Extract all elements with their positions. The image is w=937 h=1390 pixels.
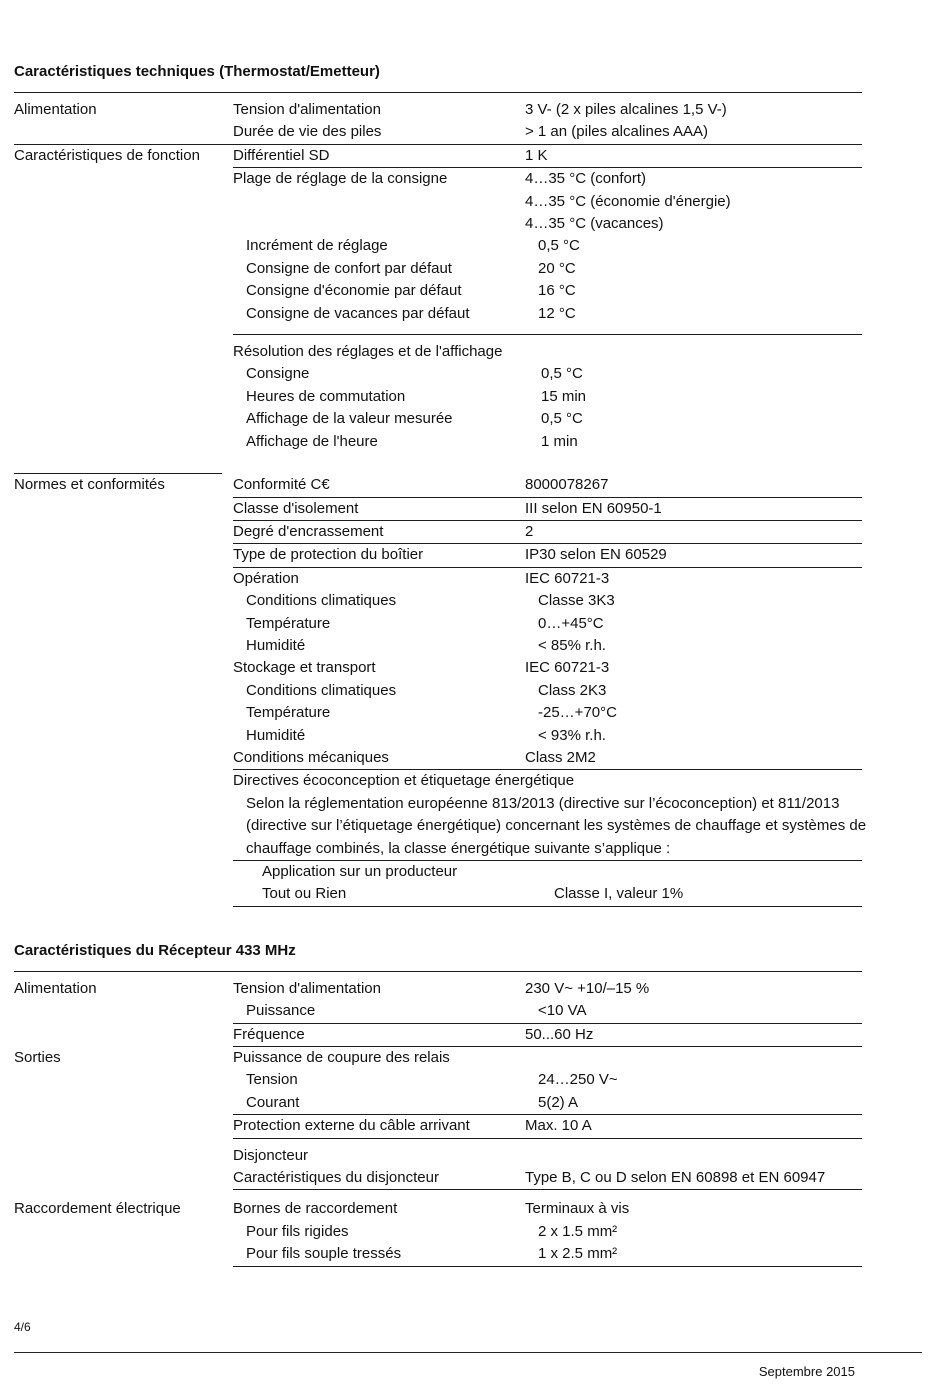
param-name: Consigne de vacances par défaut: [246, 304, 470, 322]
param-name: Bornes de raccordement: [233, 1200, 398, 1218]
spacer: [14, 1190, 862, 1198]
title-rule: [14, 92, 862, 93]
param-value: 1 K: [525, 146, 548, 164]
param-value: 24…250 V~: [538, 1071, 618, 1089]
param-name: Durée de vie des piles: [233, 123, 382, 141]
param-value: 0…+45°C: [538, 614, 604, 632]
param-name: Opération: [233, 569, 299, 587]
param-name: Affichage de la valeur mesurée: [246, 410, 453, 428]
spec-row: [14, 341, 862, 363]
param-name: Plage de réglage de la consigne: [233, 170, 448, 188]
spec-row: [14, 590, 862, 612]
section: [14, 62, 867, 907]
param-name: Tension d'alimentation: [233, 979, 381, 997]
param-name: Conditions climatiques: [246, 592, 397, 610]
spec-row: [14, 568, 862, 590]
title-rule: [14, 971, 862, 972]
param-value: 8000078267: [525, 476, 609, 494]
param-name: Fréquence: [233, 1025, 305, 1043]
param-name: Tension: [246, 1071, 298, 1089]
param-name: Type de protection du boîtier: [233, 546, 424, 564]
param-value: 4…35 °C (économie d'énergie): [525, 192, 731, 210]
param-value: 12 °C: [538, 304, 576, 322]
spec-row: [14, 725, 862, 747]
spec-row: [14, 793, 867, 860]
spec-row: [14, 498, 862, 520]
spec-row: [14, 883, 862, 905]
param-name: Tout ou Rien: [262, 885, 347, 903]
param-value: IEC 60721-3: [525, 659, 610, 677]
spec-row: [14, 408, 862, 430]
param-value: 20 °C: [538, 259, 576, 277]
spec-row: [14, 1145, 862, 1167]
section: [14, 941, 862, 1267]
spec-row: [14, 770, 862, 792]
param-value: Terminaux à vis: [525, 1200, 630, 1218]
spec-row: [14, 613, 862, 635]
param-value: > 1 an (piles alcalines AAA): [525, 123, 709, 141]
param-value: Classe 3K3: [538, 592, 615, 610]
param-value: < 85% r.h.: [538, 636, 606, 654]
spec-row: [14, 657, 862, 679]
spec-row: [14, 168, 862, 190]
param-name: Consigne d'économie par défaut: [246, 282, 462, 300]
param-name: Conformité C€: [233, 476, 330, 494]
spec-row: [14, 861, 862, 883]
spec-row: [14, 213, 862, 235]
param-name: Température: [246, 614, 331, 632]
spec-row: [14, 258, 862, 280]
row-section-label: Raccordement électrique: [14, 1200, 181, 1218]
param-name: Application sur un producteur: [262, 863, 458, 880]
param-value: III selon EN 60950-1: [525, 499, 662, 517]
table-rule: [233, 1266, 862, 1267]
param-value: Classe I, valeur 1%: [554, 885, 684, 903]
content: [14, 62, 867, 1267]
spec-row: [14, 145, 862, 167]
spec-row: [14, 303, 862, 325]
param-value: 2 x 1.5 mm²: [538, 1222, 618, 1240]
param-name: Caractéristiques du disjoncteur: [233, 1169, 439, 1187]
spec-row: [14, 1092, 862, 1114]
spec-row: [14, 747, 862, 769]
param-value: 3 V- (2 x piles alcalines 1,5 V-): [525, 101, 727, 118]
spec-row: [14, 280, 862, 302]
spec-row: [14, 99, 862, 121]
param-name: Pour fils rigides: [246, 1222, 349, 1240]
param-name: Stockage et transport: [233, 659, 376, 677]
param-value: 0,5 °C: [541, 410, 583, 428]
spec-row: [14, 1221, 862, 1243]
spec-row: [14, 680, 862, 702]
spec-row: [14, 1047, 862, 1069]
spec-row: [14, 1167, 862, 1189]
param-value: <10 VA: [538, 1002, 587, 1020]
row-section-label: Alimentation: [14, 979, 97, 997]
spec-row: [14, 363, 862, 385]
param-name: Conditions mécaniques: [233, 748, 389, 766]
spec-row: [14, 474, 862, 496]
param-name: Consigne: [246, 365, 310, 383]
row-section-label: Normes et conformités: [14, 476, 165, 494]
param-name: Directives écoconception et étiquetage énergétique: [233, 772, 575, 790]
param-name: Disjoncteur: [233, 1146, 309, 1164]
param-value: Max. 10 A: [525, 1117, 592, 1135]
param-name: Puissance de coupure des relais: [233, 1049, 450, 1067]
param-name: Courant: [246, 1093, 300, 1111]
footer-rule: [14, 1352, 922, 1353]
param-value: 50...60 Hz: [525, 1025, 594, 1043]
param-name: Humidité: [246, 636, 306, 654]
param-name: Humidité: [246, 726, 306, 744]
param-name: Affichage de l'heure: [246, 432, 378, 450]
param-value: 1 x 2.5 mm²: [538, 1245, 618, 1263]
param-name: Selon la réglementation européenne 813/2013 (directive sur l’écoconception) et 811/2013 (directive sur l’étiquetage énergétique) concernant les systèmes de chauffage et systèmes de chauffage combinés, la classe énergétique suivante s’applique :: [246, 794, 867, 857]
param-name: Incrément de réglage: [246, 237, 388, 255]
spec-row: [14, 702, 862, 724]
spec-row: [14, 978, 862, 1000]
param-value: 4…35 °C (confort): [525, 170, 647, 188]
spec-row: [14, 544, 862, 566]
spacer: [14, 453, 862, 473]
param-name: Différentiel SD: [233, 146, 330, 164]
spec-row: [14, 235, 862, 257]
param-value: 0,5 °C: [541, 365, 583, 383]
param-value: 230 V~ +10/–15 %: [525, 979, 650, 997]
section-title: Caractéristiques techniques (Thermostat/Emetteur): [14, 63, 380, 80]
param-name: Consigne de confort par défaut: [246, 259, 452, 277]
row-section-label: Caractéristiques de fonction: [14, 146, 200, 164]
param-name: Classe d'isolement: [233, 499, 359, 517]
spec-row: [14, 1198, 862, 1220]
spec-row: [14, 521, 862, 543]
spec-row: [14, 635, 862, 657]
param-name: Température: [246, 704, 331, 722]
param-name: Pour fils souple tressés: [246, 1245, 402, 1263]
spec-row: [14, 386, 862, 408]
footer-date: Septembre 2015: [758, 1364, 855, 1379]
spec-row: [14, 1115, 862, 1137]
param-value: IP30 selon EN 60529: [525, 546, 667, 564]
param-name: Heures de commutation: [246, 387, 406, 405]
param-value: -25…+70°C: [538, 704, 617, 722]
param-value: 15 min: [541, 387, 587, 405]
param-name: Tension d'alimentation: [233, 101, 381, 118]
param-name: Résolution des réglages et de l'affichage: [233, 343, 503, 361]
param-value: IEC 60721-3: [525, 569, 610, 587]
spacer: [14, 325, 862, 334]
spec-row: [14, 1000, 862, 1022]
param-name: Conditions climatiques: [246, 681, 397, 699]
row-section-label: Alimentation: [14, 101, 97, 118]
param-value: 4…35 °C (vacances): [525, 215, 664, 233]
param-value: 2: [525, 522, 534, 540]
spec-row: [14, 121, 862, 143]
spec-row: [14, 191, 862, 213]
param-value: < 93% r.h.: [538, 726, 606, 744]
param-value: 16 °C: [538, 282, 576, 300]
param-value: 1 min: [541, 432, 578, 450]
footer-page-number: 4/6: [14, 1320, 31, 1334]
spec-row: [14, 1243, 862, 1265]
param-value: 0,5 °C: [538, 237, 580, 255]
table-rule: [233, 906, 862, 907]
param-value: Class 2K3: [538, 681, 607, 699]
spec-row: [14, 431, 862, 453]
section-title: Caractéristiques du Récepteur 433 MHz: [14, 941, 296, 959]
param-value: 5(2) A: [538, 1093, 579, 1111]
param-name: Protection externe du câble arrivant: [233, 1117, 470, 1135]
row-section-label: Sorties: [14, 1049, 61, 1067]
spec-row: [14, 1024, 862, 1046]
param-name: Degré d'encrassement: [233, 522, 384, 540]
param-value: Class 2M2: [525, 748, 596, 766]
spec-row: [14, 1069, 862, 1091]
param-value: Type B, C ou D selon EN 60898 et EN 60947: [525, 1169, 826, 1187]
param-name: Puissance: [246, 1002, 316, 1020]
